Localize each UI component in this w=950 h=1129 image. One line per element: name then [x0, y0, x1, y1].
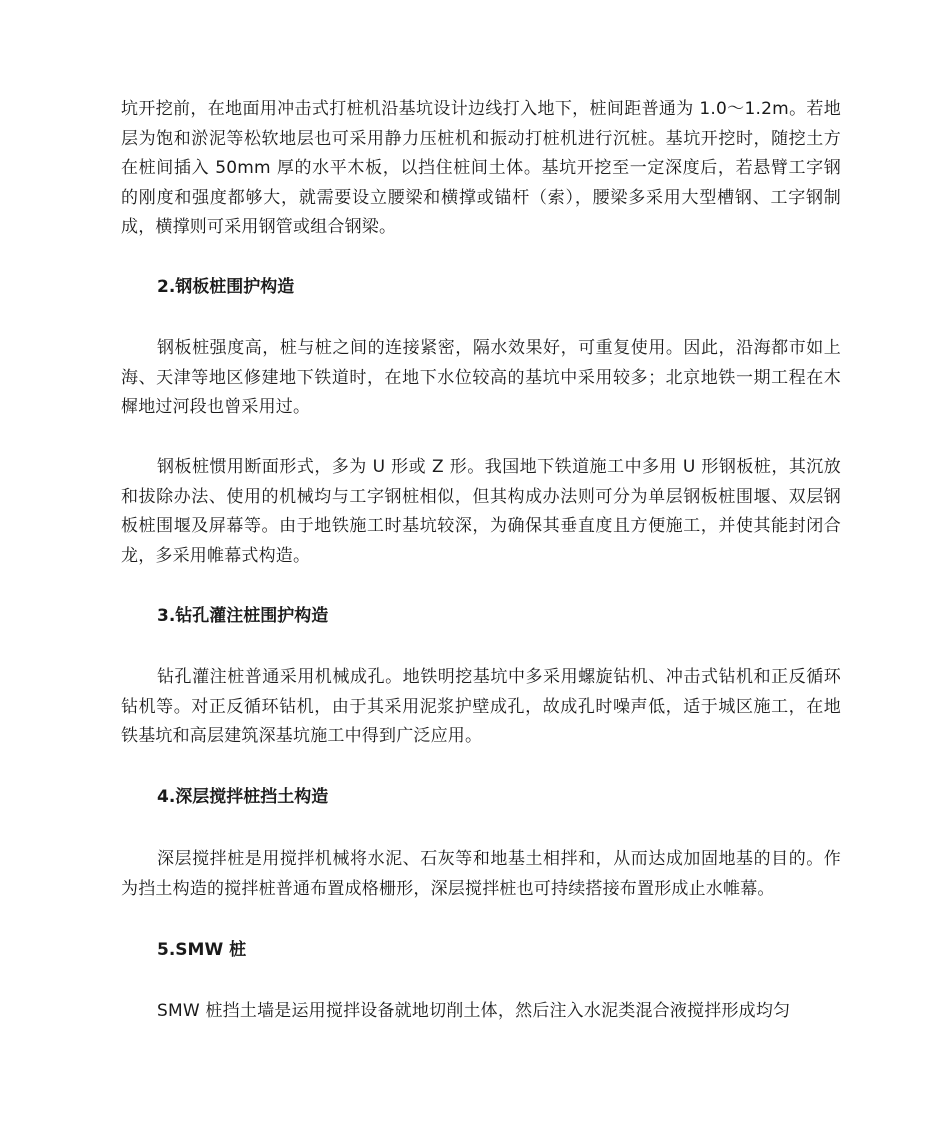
section-heading-5: 5.SMW 桩	[157, 940, 247, 960]
paragraph-block-2a	[121, 334, 841, 423]
paragraph-block-4	[121, 845, 841, 904]
paragraph-smw-pile: SMW 桩挡土墙是运用搅拌设备就地切削土体，然后注入水泥类混合液搅拌形成均匀	[157, 1001, 791, 1021]
section-heading-3: 3.钻孔灌注桩围护构造	[157, 606, 329, 626]
paragraph-block-1	[121, 95, 841, 243]
paragraph-sheet-pile-advantages: 钢板桩强度高，桩与桩之间的连接紧密，隔水效果好，可重复使用。因此，沿海都市如上海、天津等地区修建地下铁道时，在地下水位较高的基坑中采用较多；北京地铁一期工程在木樨地过河段也曾采用过。	[121, 338, 841, 417]
section-heading-2: 2.钢板桩围护构造	[157, 277, 295, 297]
paragraph-sheet-pile-section: 钢板桩惯用断面形式，多为 U 形或 Z 形。我国地下铁道施工中多用 U 形钢板桩，其沉放和拔除办法、使用的机械均与工字钢桩相似，但其构成办法则可分为单层钢板桩围堰、双层钢板桩围堰及屏幕等。由于地铁施工时基坑较深，为确保其垂直度且方便施工，并使其能封闭合龙，多采用帷幕式构造。	[121, 457, 841, 566]
paragraph-deep-mixing-pile: 深层搅拌桩是用搅拌机械将水泥、石灰等和地基土相拌和，从而达成加固地基的目的。作为挡土构造的搅拌桩普通布置成格栅形，深层搅拌桩也可持续搭接布置形成止水帷幕。	[121, 849, 841, 899]
paragraph-bored-pile: 钻孔灌注桩普通采用机械成孔。地铁明挖基坑中多采用螺旋钻机、冲击式钻机和正反循环钻机等。对正反循环钻机，由于其采用泥浆护壁成孔，故成孔时噪声低，适于城区施工，在地铁基坑和高层建筑深基坑施工中得到广泛应用。	[121, 667, 841, 746]
paragraph-block-3	[121, 663, 841, 752]
section-heading-4: 4.深层搅拌桩挡土构造	[157, 787, 329, 807]
paragraph-soldier-pile-continued: 坑开挖前，在地面用冲击式打桩机沿基坑设计边线打入地下，桩间距普通为 1.0～1.2m。若地层为饱和淤泥等松软地层也可采用静力压桩机和振动打桩机进行沉桩。基坑开挖时，随挖土方在桩间插入 50mm 厚的水平木板，以挡住桩间土体。基坑开挖至一定深度后，若悬臂工字钢的刚度和强度都够大，就需要设立腰梁和横撑或锚杆（索），腰梁多采用大型槽钢、工字钢制成，横撑则可采用钢管或组合钢梁。	[121, 99, 841, 237]
paragraph-block-5	[121, 997, 841, 1027]
paragraph-block-2b	[121, 453, 841, 571]
